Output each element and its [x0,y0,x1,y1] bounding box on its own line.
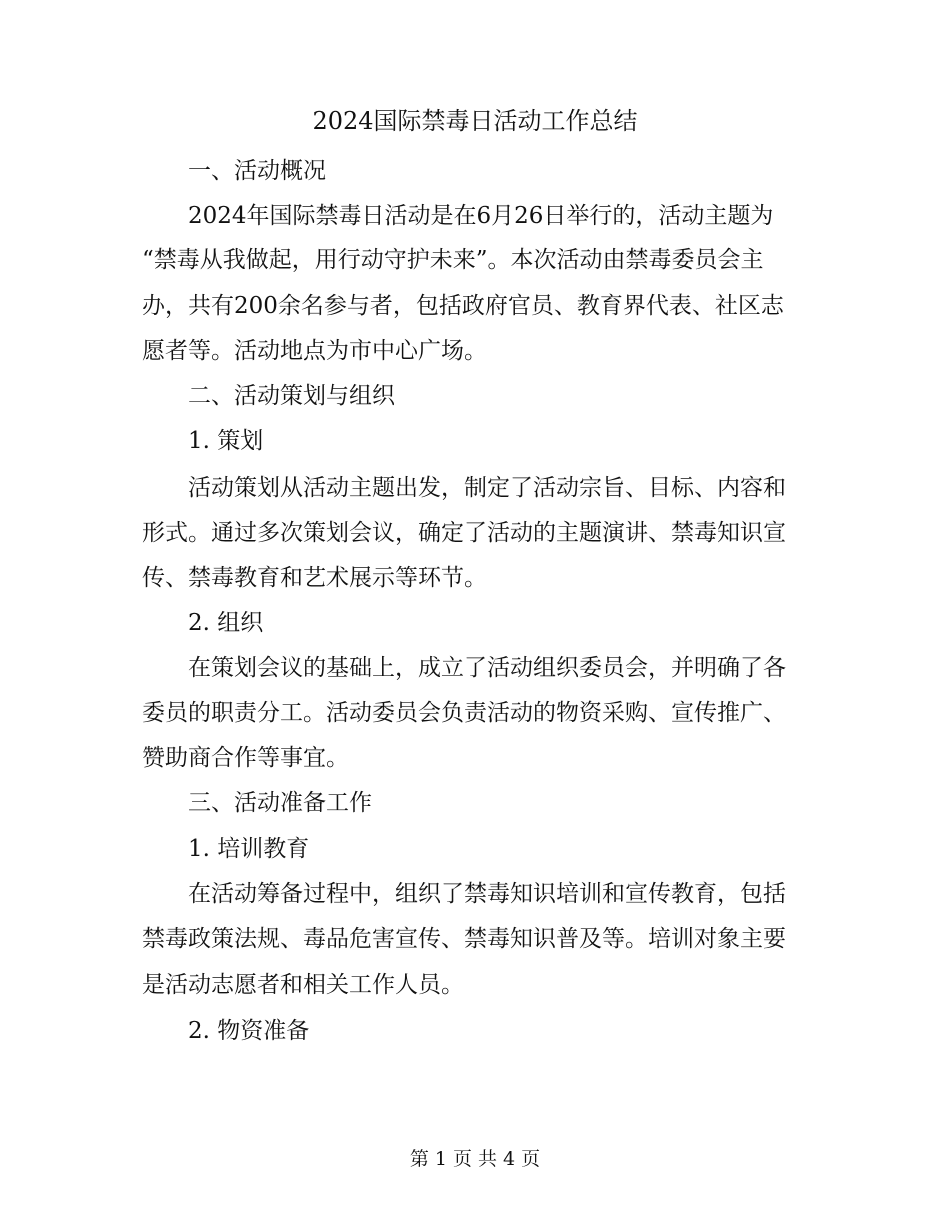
subsection-heading: 2. 物资准备 [188,1018,310,1044]
paragraph-line: 传、禁毒教育和艺术展示等环节。 [142,565,487,591]
page-footer: 第 1 页 共 4 页 [409,1148,541,1170]
paragraph-line: 形式。通过多次策划会议，确定了活动的主题演讲、禁毒知识宣 [142,520,786,546]
paragraph-line: 赞助商合作等事宜。 [142,745,349,771]
paragraph-line: 办，共有200余名参与者，包括政府官员、教育界代表、社区志 [142,293,784,319]
document-title: 2024国际禁毒日活动工作总结 [312,107,638,135]
section-heading-3: 三、活动准备工作 [188,790,372,816]
paragraph-line: 禁毒政策法规、毒品危害宣传、禁毒知识普及等。培训对象主要 [142,926,786,952]
paragraph-line: 在活动筹备过程中，组织了禁毒知识培训和宣传教育，包括 [188,881,786,907]
paragraph-line: 委员的职责分工。活动委员会负责活动的物资采购、宣传推广、 [142,700,786,726]
paragraph-line: 2024年国际禁毒日活动是在6月26日举行的，活动主题为 [188,203,774,229]
paragraph-line: 在策划会议的基础上，成立了活动组织委员会，并明确了各 [188,655,786,681]
subsection-heading: 1. 策划 [188,428,264,454]
paragraph-line: 愿者等。活动地点为市中心广场。 [142,338,487,364]
section-heading-1: 一、活动概况 [188,158,326,184]
paragraph-line: “禁毒从我做起，用行动守护未来”。本次活动由禁毒委员会主 [142,247,764,273]
paragraph-line: 是活动志愿者和相关工作人员。 [142,972,464,998]
paragraph-line: 活动策划从活动主题出发，制定了活动宗旨、目标、内容和 [188,475,786,501]
subsection-heading: 1. 培训教育 [188,836,310,862]
section-heading-2: 二、活动策划与组织 [188,383,395,409]
subsection-heading: 2. 组织 [188,610,264,636]
